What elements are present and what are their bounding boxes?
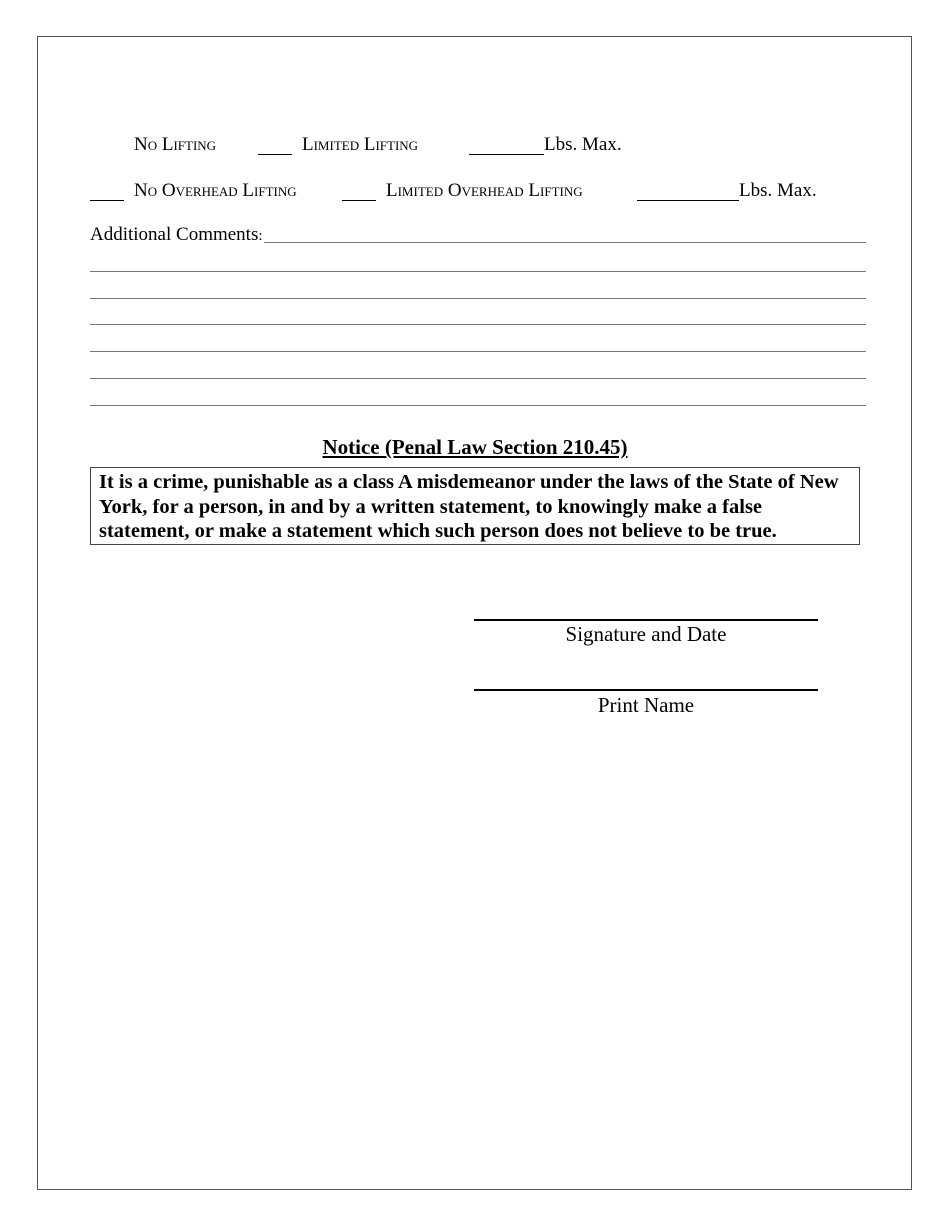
comment-line[interactable]: [90, 405, 866, 406]
additional-comments-field[interactable]: [264, 242, 866, 243]
limited-lifting-label: Limited Lifting: [302, 134, 419, 155]
limited-overhead-blank[interactable]: [342, 200, 376, 201]
notice-box: It is a crime, punishable as a class A misdemeanor under the laws of the State of New York, for a person, in and by a written statement, to knowingly make a false statement, or make a statement which such person does not believe to be true.: [90, 467, 860, 545]
notice-title: Notice (Penal Law Section 210.45): [322, 435, 628, 459]
lifting-lbs-blank[interactable]: [469, 154, 544, 155]
signature-label: Signature and Date: [565, 622, 727, 646]
lifting-lbs-max-label: Lbs. Max.: [544, 134, 622, 155]
limited-lifting-blank[interactable]: [258, 154, 292, 155]
print-name-label: Print Name: [597, 693, 695, 717]
no-lifting-label: No Lifting: [134, 134, 217, 155]
signature-line[interactable]: [474, 619, 818, 621]
comment-line[interactable]: [90, 298, 866, 299]
additional-comments-label: Additional Comments:: [90, 224, 263, 245]
no-overhead-blank[interactable]: [90, 200, 124, 201]
overhead-lbs-max-label: Lbs. Max.: [739, 180, 817, 201]
comment-line[interactable]: [90, 324, 866, 325]
no-overhead-label: No Overhead Lifting: [134, 180, 297, 201]
comment-line[interactable]: [90, 378, 866, 379]
print-name-line[interactable]: [474, 689, 818, 691]
comment-line[interactable]: [90, 351, 866, 352]
comment-line[interactable]: [90, 271, 866, 272]
limited-overhead-label: Limited Overhead Lifting: [386, 180, 583, 201]
overhead-lbs-blank[interactable]: [637, 200, 739, 201]
page-border: [37, 36, 912, 1190]
